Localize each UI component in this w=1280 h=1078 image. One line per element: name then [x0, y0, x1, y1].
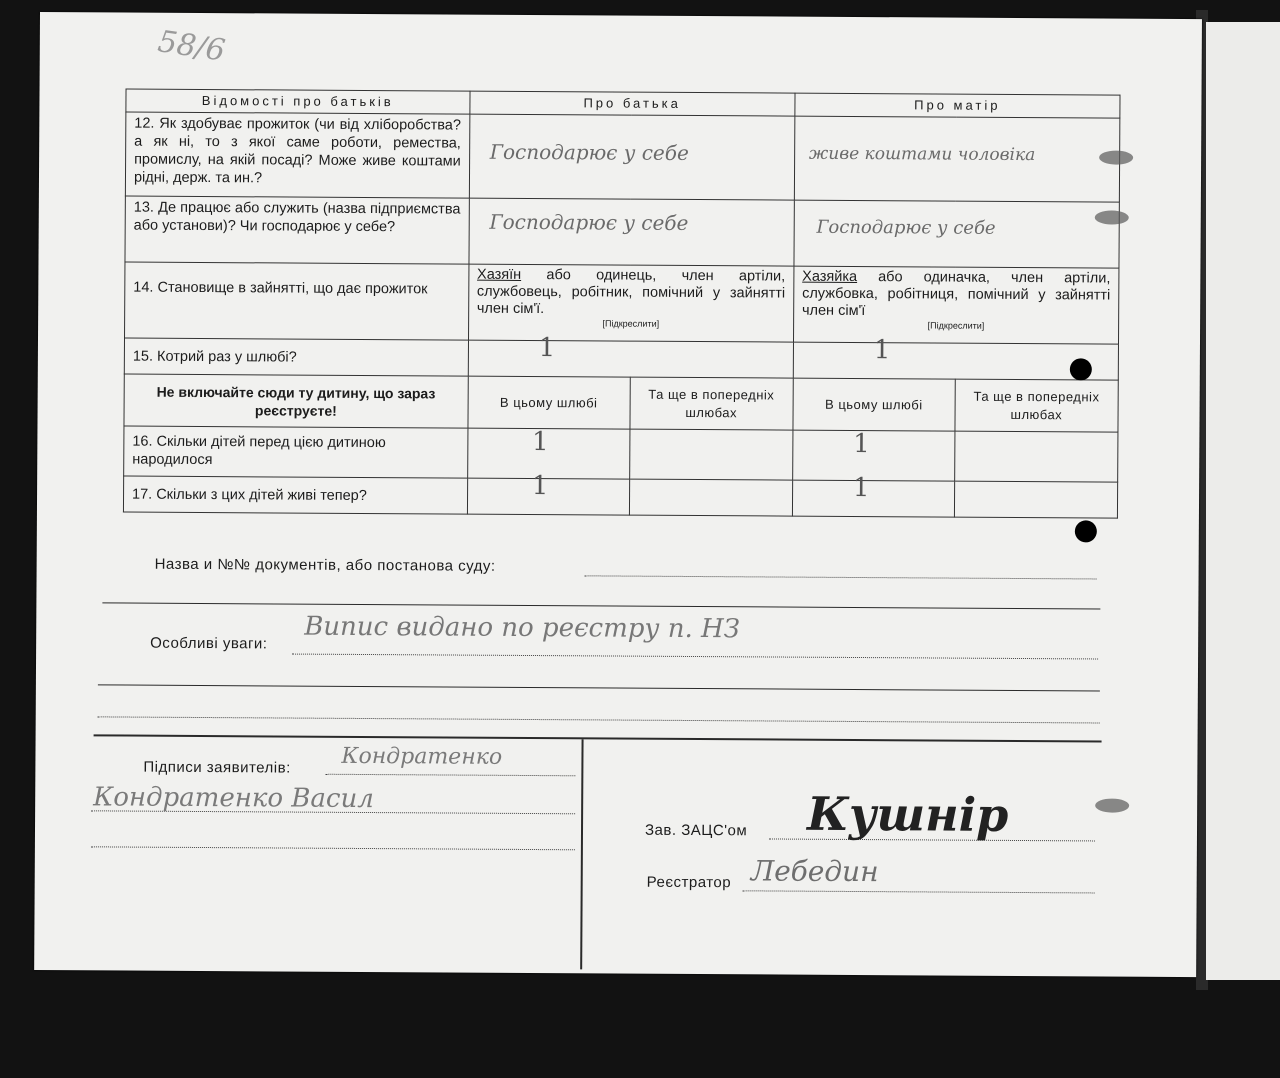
row-13 — [125, 196, 1119, 268]
answer-17-father-previous — [629, 479, 793, 516]
signature-separator — [94, 734, 1102, 742]
answer-15-mother-hand: 1 — [873, 335, 891, 366]
registrar-signature: Лебедин — [750, 854, 879, 889]
answer-13-mother — [794, 200, 1120, 268]
answer-17-mother-previous — [954, 481, 1118, 518]
answer-16-mother-current — [792, 430, 954, 481]
notes-line-2 — [98, 684, 1100, 691]
signature-column-divider — [580, 739, 583, 969]
head-signature: Кушнір — [806, 786, 1009, 842]
answer-16-father-current-hand: 1 — [531, 427, 549, 458]
paper-tear — [1095, 798, 1129, 812]
documents-dotted-line — [585, 575, 1097, 579]
documents-label: Назва и №№ документів, або постанова суду: — [154, 555, 496, 575]
options-14-father — [468, 264, 794, 342]
form-sheet — [34, 12, 1202, 977]
applicants-label: Підписи заявителів: — [143, 758, 291, 777]
answer-12-father-hand: Господарює у себе — [489, 139, 689, 165]
answer-16-father-previous — [629, 429, 793, 480]
binding-hole — [1075, 520, 1097, 542]
question-12: 12. Як здобуває прожиток (чи від хліборобства? а як ні, то з якої саме роботи, ремества, промислу, на якій посаді? Може живе коштами рідні, держ. та ин.? — [125, 112, 469, 198]
binding-hole — [1070, 358, 1092, 380]
answer-12-mother — [794, 116, 1120, 202]
header-father: Про батька — [470, 91, 795, 116]
answer-15-father — [468, 333, 793, 378]
question-13: 13. Де працює або служить (назва підприємства або установи)? Чи господарює у себе? — [125, 196, 469, 264]
answer-16-father-current — [467, 428, 629, 479]
question-17: 17. Скільки з цих дітей живі тепер? — [123, 476, 467, 514]
row-17 — [123, 476, 1117, 518]
children-header-row — [124, 374, 1118, 432]
answer-13-father-hand: Господарює у себе — [489, 209, 689, 235]
applicants-handwritten-1: Кондратенко — [341, 743, 503, 770]
next-page-edge — [1206, 22, 1280, 980]
registrar-dotted-line — [743, 890, 1095, 893]
question-15: 15. Котрий раз у шлюбі? — [124, 338, 468, 376]
options-14-mother — [793, 266, 1119, 344]
question-16 — [124, 426, 468, 478]
parents-table — [123, 89, 1121, 519]
paper-tear — [1095, 210, 1129, 224]
sub-header-father-current: В цьому шлюбі — [468, 376, 630, 429]
row-16 — [124, 426, 1118, 482]
sub-header-mother-previous: Та ще в попередніх шлюбах — [955, 379, 1119, 432]
question-14 — [125, 262, 469, 340]
underline-hint-mother: [Підкреслити] — [927, 320, 985, 331]
answer-17-father-current-hand: 1 — [531, 471, 549, 502]
notes-dotted-line-3 — [98, 716, 1100, 723]
options-14-father-text: або одинець, член артіли, службовець, робітник, помічний у зайнятті член сім'ї. — [476, 266, 786, 318]
options-14-mother-underlined: Хазяйка — [802, 268, 858, 285]
page-number-handwritten: 58/6 — [155, 24, 228, 69]
question-16-text: 16. Скільки дітей перед цією дитиною народилося — [132, 433, 386, 469]
row-12 — [125, 112, 1119, 202]
answer-15-father-hand: 1 — [538, 333, 556, 364]
applicants-dotted-line-3 — [91, 846, 575, 850]
documents-line-2 — [102, 602, 1100, 609]
answer-16-mother-current-hand: 1 — [853, 428, 870, 460]
applicants-dotted-line-1 — [325, 774, 575, 777]
notes-handwritten: Випис видано по реєстру п. НЗ — [304, 611, 741, 645]
answer-15-mother — [793, 335, 1118, 380]
underline-hint-father: [Підкреслити] — [602, 318, 660, 329]
answer-17-father-current — [467, 471, 629, 515]
answer-13-father — [469, 198, 795, 266]
answer-16-mother-previous — [954, 431, 1118, 482]
answer-12-mother-hand: живе коштами чоловіка — [808, 143, 1036, 166]
answer-17-mother-current-hand: 1 — [852, 472, 870, 504]
applicants-handwritten-2: Кондратенко Васил — [93, 782, 374, 815]
options-14-father-underlined: Хазяїн — [477, 266, 522, 283]
notes-label: Особливі уваги: — [150, 634, 268, 653]
question-14-text: 14. Становище в зайнятті, що дає прожиток — [133, 279, 428, 298]
options-14-mother-text: або одиначка, член артіли, службовка, робітниця, помічний у зайнятті член сім'ї — [801, 268, 1111, 320]
notes-dotted-line — [292, 654, 1098, 660]
answer-13-mother-hand: Господарює у себе — [816, 216, 996, 239]
answer-17-mother-current — [792, 472, 954, 517]
sub-header-father-previous: Та ще в попередніх шлюбах — [629, 377, 793, 430]
answer-12-father — [469, 114, 795, 200]
row-15 — [124, 338, 1118, 380]
sub-header-mother-current: В цьому шлюбі — [793, 378, 955, 431]
header-parents-info: Відомості про батьків — [126, 89, 470, 114]
registrar-label: Реєстратор — [646, 873, 732, 892]
row-14 — [125, 262, 1119, 344]
header-mother: Про матір — [795, 93, 1120, 118]
head-label: Зав. ЗАЦС'ом — [644, 821, 748, 840]
paper-tear — [1099, 150, 1133, 164]
children-note: Не включайте сюди ту дитину, що зараз реєструєте! — [124, 374, 468, 428]
